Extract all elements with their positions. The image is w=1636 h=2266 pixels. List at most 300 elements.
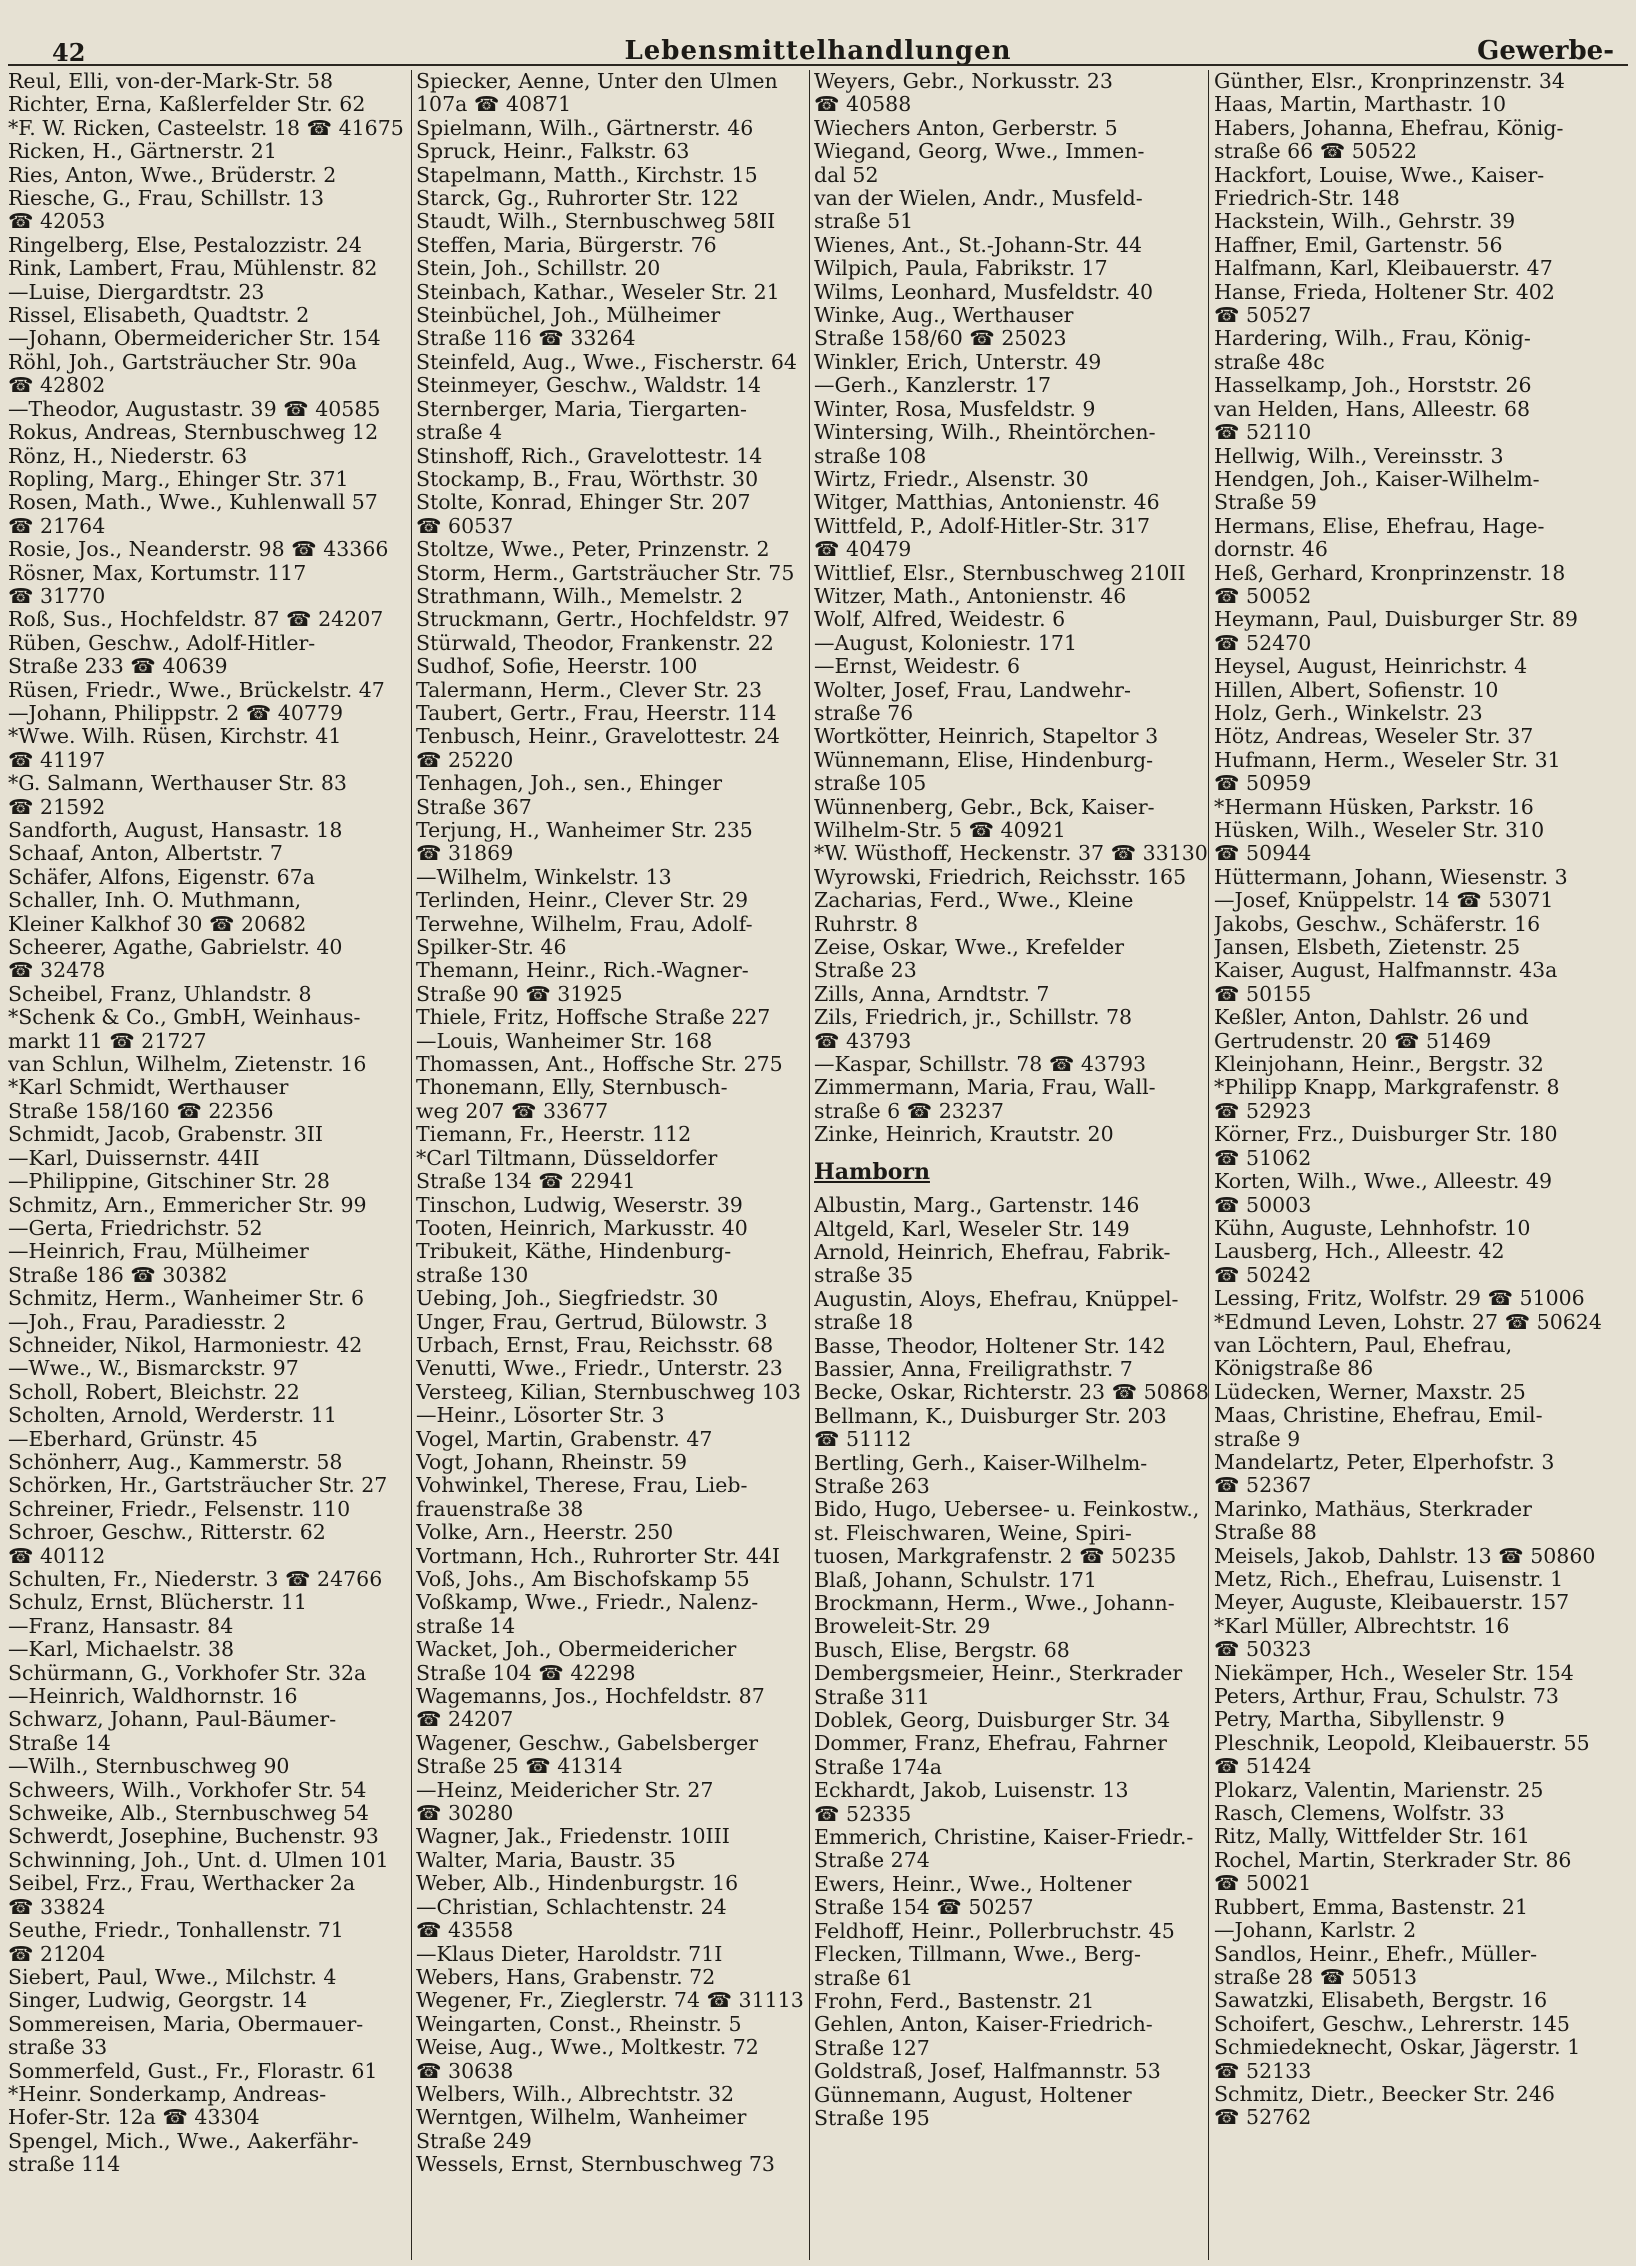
directory-entry: Sudhof, Sofie, Heerstr. 100 — [416, 654, 698, 679]
directory-entry: Schwinning, Joh., Unt. d. Ulmen 101 — [8, 1847, 389, 1872]
directory-entry: Richter, Erna, Kaßlerfelder Str. 62 — [8, 92, 366, 117]
directory-entry: Haffner, Emil, Gartenstr. 56 — [1214, 232, 1503, 257]
directory-entry: Scholl, Robert, Bleichstr. 22 — [8, 1379, 300, 1404]
directory-entry: Emmerich, Christine, Kaiser-Friedr.- — [814, 1825, 1194, 1850]
directory-entry: Terlinden, Heinr., Clever Str. 29 — [416, 888, 749, 913]
directory-entry: Schörken, Hr., Gartsträucher Str. 27 — [8, 1473, 388, 1498]
directory-entry: Terwehne, Wilhelm, Frau, Adolf- — [416, 911, 753, 936]
header-rule — [8, 64, 1628, 66]
directory-entry: Basse, Theodor, Holtener Str. 142 — [814, 1333, 1166, 1358]
directory-entry: Webers, Hans, Grabenstr. 72 — [416, 1964, 716, 1989]
directory-entry: Lausberg, Hch., Alleestr. 42 — [1214, 1239, 1505, 1264]
directory-entry: markt 11 ☎ 21727 — [8, 1028, 207, 1053]
directory-entry: Günther, Elsr., Kronprinzenstr. 34 — [1214, 70, 1565, 93]
directory-entry: Winter, Rosa, Musfeldstr. 9 — [814, 396, 1096, 421]
directory-entry: Zills, Anna, Arndtstr. 7 — [814, 981, 1050, 1006]
directory-entry: Bido, Hugo, Uebersee- u. Feinkostw., — [814, 1497, 1200, 1522]
directory-entry: straße 9 — [1214, 1426, 1301, 1451]
directory-entry: Voßkamp, Wwe., Friedr., Nalenz- — [416, 1590, 759, 1615]
directory-entry: ☎ 50021 — [1214, 1871, 1312, 1896]
directory-entry: Blaß, Johann, Schulstr. 171 — [814, 1567, 1097, 1592]
directory-entry: Scholten, Arnold, Werderstr. 11 — [8, 1403, 337, 1428]
directory-entry: ☎ 50242 — [1214, 1262, 1312, 1287]
directory-entry: ☎ 43558 — [416, 1918, 514, 1943]
directory-entry: Taubert, Gertr., Frau, Heerstr. 114 — [416, 700, 777, 725]
directory-entry: —Ernst, Weidestr. 6 — [814, 654, 1020, 679]
directory-entry: van Helden, Hans, Alleestr. 68 — [1214, 396, 1531, 421]
directory-entry: Vortmann, Hch., Ruhrorter Str. 44I — [416, 1543, 781, 1568]
directory-entry: Altgeld, Karl, Weseler Str. 149 — [814, 1216, 1130, 1241]
directory-entry: Meisels, Jakob, Dahlstr. 13 ☎ 50860 — [1214, 1543, 1596, 1568]
column-divider — [411, 70, 412, 2260]
directory-entry: *Carl Tiltmann, Düsseldorfer — [416, 1145, 718, 1170]
directory-entry: Schmidt, Jacob, Grabenstr. 3II — [8, 1122, 323, 1147]
directory-entry: Gertrudenstr. 20 ☎ 51469 — [1214, 1028, 1492, 1053]
directory-entry: Staudt, Wilh., Sternbuschweg 58II — [416, 209, 776, 234]
directory-entry: straße 130 — [416, 1262, 529, 1287]
directory-entry: Schulten, Fr., Niederstr. 3 ☎ 24766 — [8, 1567, 383, 1591]
directory-entry: *Philipp Knapp, Markgrafenstr. 8 — [1214, 1075, 1560, 1100]
directory-entry: Becke, Oskar, Richterstr. 23 ☎ 50868 — [814, 1380, 1209, 1405]
directory-entry: Wintersing, Wilh., Rheintörchen- — [814, 420, 1156, 445]
directory-entry: *Karl Schmidt, Werthauser — [8, 1075, 289, 1100]
directory-entry: Sommereisen, Maria, Obermauer- — [8, 2011, 364, 2036]
directory-entry: Rosen, Math., Wwe., Kuhlenwall 57 — [8, 490, 378, 515]
directory-entry: straße 76 — [814, 700, 914, 725]
directory-entry: Voß, Johs., Am Bischofskamp 55 — [416, 1567, 750, 1591]
directory-entry: Rasch, Clemens, Wolfstr. 33 — [1214, 1801, 1505, 1826]
directory-entry: Keßler, Anton, Dahlstr. 26 und — [1214, 1005, 1529, 1030]
directory-entry: ☎ 50527 — [1214, 303, 1312, 328]
directory-entry: —Karl, Duissernstr. 44II — [8, 1145, 260, 1170]
directory-entry: ☎ 42802 — [8, 373, 106, 398]
directory-entry: Kleiner Kalkhof 30 ☎ 20682 — [8, 911, 307, 936]
directory-entry: Niekämper, Hch., Weseler Str. 154 — [1214, 1660, 1574, 1685]
directory-entry: Straße 154 ☎ 50257 — [814, 1895, 1034, 1920]
directory-entry: Friedrich-Str. 148 — [1214, 186, 1400, 211]
directory-entry: Schmitz, Dietr., Beecker Str. 246 — [1214, 2081, 1555, 2106]
directory-entry: Schweike, Alb., Sternbuschweg 54 — [8, 1801, 369, 1826]
directory-entry: Dembergsmeier, Heinr., Sterkrader — [814, 1661, 1183, 1686]
directory-entry: ☎ 52110 — [1214, 420, 1312, 445]
directory-entry: Spruck, Heinr., Falkstr. 63 — [416, 139, 690, 164]
directory-entry: Hüsken, Wilh., Weseler Str. 310 — [1214, 818, 1545, 842]
directory-entry: Siebert, Paul, Wwe., Milchstr. 4 — [8, 1964, 337, 1989]
directory-entry: Schäfer, Alfons, Eigenstr. 67a — [8, 864, 315, 889]
directory-entry: —Philippine, Gitschiner Str. 28 — [8, 1169, 330, 1194]
directory-entry: Jakobs, Geschw., Schäferstr. 16 — [1214, 911, 1541, 936]
directory-entry: Wegener, Fr., Zieglerstr. 74 ☎ 31113 — [416, 1988, 804, 2013]
directory-entry: Wortkötter, Heinrich, Stapeltor 3 — [814, 724, 1159, 749]
directory-entry: ☎ 52923 — [1214, 1098, 1312, 1123]
directory-entry: Reul, Elli, von-der-Mark-Str. 58 — [8, 70, 334, 93]
directory-entry: van der Wielen, Andr., Musfeld- — [814, 186, 1143, 211]
directory-entry: Wittlief, Elsr., Sternbuschweg 210II — [814, 560, 1186, 585]
directory-entry: straße 33 — [8, 2035, 108, 2060]
directory-entry: straße 105 — [814, 771, 927, 796]
directory-entry: Tenhagen, Joh., sen., Ehinger — [416, 771, 723, 796]
directory-entry: st. Fleischwaren, Weine, Spiri- — [814, 1520, 1132, 1545]
page-number: 42 — [52, 38, 86, 67]
directory-entry: —Eberhard, Grünstr. 45 — [8, 1426, 258, 1451]
directory-entry: dornstr. 46 — [1214, 537, 1328, 562]
directory-entry: straße 61 — [814, 1965, 914, 1990]
directory-entry: Flecken, Tillmann, Wwe., Berg- — [814, 1942, 1141, 1967]
directory-entry: ☎ 60537 — [416, 513, 514, 538]
directory-entry: Walter, Maria, Baustr. 35 — [416, 1847, 676, 1872]
directory-entry: dal 52 — [814, 162, 879, 187]
directory-entry: ☎ 31770 — [8, 583, 106, 608]
directory-entry: Wilhelm-Str. 5 ☎ 40921 — [814, 818, 1066, 842]
directory-entry: Wolf, Alfred, Weidestr. 6 — [814, 607, 1066, 632]
directory-entry: Hendgen, Joh., Kaiser-Wilhelm- — [1214, 466, 1540, 491]
directory-entry: Thiele, Fritz, Hoffsche Straße 227 — [416, 1005, 771, 1030]
directory-entry: Straße 263 — [814, 1473, 930, 1498]
directory-entry: Spengel, Mich., Wwe., Aakerfähr- — [8, 2128, 359, 2153]
directory-entry: —Josef, Knüppelstr. 14 ☎ 53071 — [1214, 888, 1554, 913]
directory-entry: Singer, Ludwig, Georgstr. 14 — [8, 1988, 308, 2013]
directory-entry: Straße 127 — [814, 2035, 930, 2060]
directory-entry: Wessels, Ernst, Sternbuschweg 73 — [416, 2152, 775, 2177]
directory-entry: Straße 158/60 ☎ 25023 — [814, 326, 1067, 351]
directory-entry: *Schenk & Co., GmbH, Weinhaus- — [8, 1005, 361, 1030]
directory-entry: Hasselkamp, Joh., Horststr. 26 — [1214, 373, 1532, 398]
directory-entry: Straße 88 — [1214, 1520, 1317, 1545]
directory-entry: Kleinjohann, Heinr., Bergstr. 32 — [1214, 1052, 1544, 1077]
directory-entry: Straße 174a — [814, 1754, 942, 1779]
directory-entry: Heysel, August, Heinrichstr. 4 — [1214, 654, 1528, 679]
directory-entry: Tribukeit, Käthe, Hindenburg- — [416, 1239, 732, 1264]
directory-entry: Weise, Aug., Wwe., Moltkestr. 72 — [416, 2035, 759, 2060]
directory-entry: ☎ 50003 — [1214, 1192, 1312, 1217]
directory-entry: Schroer, Geschw., Ritterstr. 62 — [8, 1520, 326, 1545]
directory-entry: Röhl, Joh., Gartsträucher Str. 90a — [8, 349, 357, 374]
directory-entry: Schmitz, Herm., Wanheimer Str. 6 — [8, 1286, 364, 1311]
directory-entry: Maas, Christine, Ehefrau, Emil- — [1214, 1403, 1543, 1428]
directory-entry: Straße 23 — [814, 958, 917, 983]
directory-entry: ☎ 32478 — [8, 958, 106, 983]
directory-entry: Uebing, Joh., Siegfriedstr. 30 — [416, 1286, 719, 1311]
directory-entry: Schaaf, Anton, Albertstr. 7 — [8, 841, 283, 866]
directory-entry: *G. Salmann, Werthauser Str. 83 — [8, 771, 347, 796]
directory-entry: Tenbusch, Heinr., Gravelottestr. 24 — [416, 724, 780, 749]
directory-entry: Wiegand, Georg, Wwe., Immen- — [814, 139, 1145, 164]
directory-entry: Wünnenberg, Gebr., Bck, Kaiser- — [814, 794, 1155, 819]
directory-entry: Körner, Frz., Duisburger Str. 180 — [1214, 1122, 1558, 1147]
directory-entry: ☎ 50944 — [1214, 841, 1312, 866]
directory-entry: Petry, Martha, Sibyllenstr. 9 — [1214, 1707, 1505, 1732]
directory-entry: Pleschnik, Leopold, Kleibauerstr. 55 — [1214, 1730, 1590, 1755]
directory-entry: —Johann, Karlstr. 2 — [1214, 1918, 1417, 1943]
directory-entry: Weyers, Gebr., Norkusstr. 23 — [814, 70, 1113, 93]
directory-entry: Stinshoff, Rich., Gravelottestr. 14 — [416, 443, 763, 468]
directory-entry: Doblek, Georg, Duisburger Str. 34 — [814, 1708, 1171, 1733]
directory-entry: Augustin, Aloys, Ehefrau, Knüppel- — [814, 1286, 1179, 1311]
directory-entry: Straße 104 ☎ 42298 — [416, 1660, 636, 1685]
directory-entry: van Schlun, Wilhelm, Zietenstr. 16 — [8, 1052, 367, 1077]
directory-entry: Wilpich, Paula, Fabrikstr. 17 — [814, 256, 1108, 281]
directory-entry: Seibel, Frz., Frau, Werthacker 2a — [8, 1871, 356, 1896]
directory-entry: *W. Wüsthoff, Heckenstr. 37 ☎ 33130 — [814, 841, 1208, 866]
directory-entry: Wiechers Anton, Gerberstr. 5 — [814, 115, 1118, 140]
directory-entry: Stein, Joh., Schillstr. 20 — [416, 256, 661, 281]
directory-entry: Habers, Johanna, Ehefrau, König- — [1214, 115, 1564, 140]
directory-entry: ☎ 50155 — [1214, 981, 1312, 1006]
directory-entry: ☎ 51062 — [1214, 1145, 1312, 1170]
directory-entry: 107a ☎ 40871 — [416, 92, 572, 117]
directory-entry: Meyer, Auguste, Kleibauerstr. 157 — [1214, 1590, 1570, 1615]
directory-entry: Straße 274 — [814, 1848, 930, 1873]
directory-entry: Ropling, Marg., Ehinger Str. 371 — [8, 466, 349, 491]
directory-entry: ☎ 41197 — [8, 747, 106, 772]
directory-entry: Hillen, Albert, Sofienstr. 10 — [1214, 677, 1499, 702]
directory-entry: Schürmann, G., Vorkhofer Str. 32a — [8, 1660, 367, 1685]
directory-entry: Straße 59 — [1214, 490, 1317, 515]
directory-entry: Straße 158/160 ☎ 22356 — [8, 1098, 274, 1123]
directory-entry: Hackfort, Louise, Wwe., Kaiser- — [1214, 162, 1545, 187]
directory-entry: Königstraße 86 — [1214, 1356, 1374, 1381]
directory-entry: ☎ 24207 — [416, 1707, 514, 1732]
directory-entry: straße 66 ☎ 50522 — [1214, 139, 1417, 164]
directory-entry: Feldhoff, Heinr., Pollerbruchstr. 45 — [814, 1918, 1175, 1943]
directory-entry: *Wwe. Wilh. Rüsen, Kirchstr. 41 — [8, 724, 342, 749]
directory-entry: Frohn, Ferd., Bastenstr. 21 — [814, 1988, 1095, 2013]
directory-entry: ☎ 40588 — [814, 92, 912, 117]
directory-entry: ☎ 52133 — [1214, 2058, 1312, 2083]
directory-entry: Weber, Alb., Hindenburgstr. 16 — [416, 1871, 739, 1896]
directory-entry: Brockmann, Herm., Wwe., Johann- — [814, 1591, 1175, 1615]
directory-entry: —Johann, Obermeidericher Str. 154 — [8, 326, 381, 351]
directory-entry: Eckhardt, Jakob, Luisenstr. 13 — [814, 1778, 1129, 1803]
directory-entry: Ritz, Mally, Wittfelder Str. 161 — [1214, 1824, 1530, 1849]
directory-entry: Rissel, Elisabeth, Quadtstr. 2 — [8, 303, 310, 328]
directory-entry: Hofer-Str. 12a ☎ 43304 — [8, 2105, 260, 2130]
directory-entry: Vohwinkel, Therese, Frau, Lieb- — [416, 1473, 748, 1498]
directory-entry: Straße 116 ☎ 33264 — [416, 326, 636, 351]
directory-entry: ☎ 31869 — [416, 841, 514, 866]
directory-entry: ☎ 30638 — [416, 2058, 514, 2083]
directory-entry: Marinko, Mathäus, Sterkrader — [1214, 1496, 1532, 1521]
directory-entry: Zinke, Heinrich, Krautstr. 20 — [814, 1122, 1114, 1147]
directory-entry: Peters, Arthur, Frau, Schulstr. 73 — [1214, 1684, 1559, 1709]
directory-entry: Zeise, Oskar, Wwe., Krefelder — [814, 935, 1125, 960]
directory-entry: *Edmund Leven, Lohstr. 27 ☎ 50624 — [1214, 1309, 1602, 1334]
directory-entry: Thonemann, Elly, Sternbusch- — [416, 1075, 728, 1100]
directory-entry: Spiecker, Aenne, Unter den Ulmen — [416, 70, 778, 93]
directory-entry: Rüsen, Friedr., Wwe., Brückelstr. 47 — [8, 677, 385, 702]
directory-entry: Straße 90 ☎ 31925 — [416, 981, 623, 1006]
directory-entry: Busch, Elise, Bergstr. 68 — [814, 1637, 1070, 1662]
directory-entry: Rubbert, Emma, Bastenstr. 21 — [1214, 1894, 1528, 1919]
directory-entry: Weingarten, Const., Rheinstr. 5 — [416, 2011, 742, 2036]
directory-entry: —Gerh., Kanzlerstr. 17 — [814, 373, 1052, 398]
directory-entry: —Wilh., Sternbuschweg 90 — [8, 1754, 290, 1779]
directory-entry: Venutti, Wwe., Friedr., Unterstr. 23 — [416, 1356, 783, 1381]
directory-entry: Volke, Arn., Heerstr. 250 — [416, 1520, 674, 1545]
directory-entry: ☎ 21204 — [8, 1941, 106, 1966]
directory-entry: —Luise, Diergardtstr. 23 — [8, 279, 265, 304]
directory-entry: Hufmann, Herm., Weseler Str. 31 — [1214, 747, 1561, 772]
directory-entry: Straße 311 — [814, 1684, 930, 1709]
directory-entry: Unger, Frau, Gertrud, Bülowstr. 3 — [416, 1309, 768, 1334]
directory-entry: Heß, Gerhard, Kronprinzenstr. 18 — [1214, 560, 1566, 585]
directory-entry: ☎ 52335 — [814, 1801, 912, 1826]
directory-entry: Stolte, Konrad, Ehinger Str. 207 — [416, 490, 751, 515]
directory-entry: ☎ 42053 — [8, 209, 106, 234]
directory-entry: Dommer, Franz, Ehefrau, Fahrner — [814, 1731, 1167, 1756]
directory-entry: Scheerer, Agathe, Gabrielstr. 40 — [8, 935, 343, 960]
directory-entry: Tooten, Heinrich, Markusstr. 40 — [416, 1215, 748, 1240]
directory-entry: Wacket, Joh., Obermeidericher — [416, 1637, 737, 1662]
directory-entry: ☎ 52762 — [1214, 2105, 1312, 2130]
directory-entry: Wünnemann, Elise, Hindenburg- — [814, 747, 1154, 772]
directory-entry: ☎ 40112 — [8, 1543, 106, 1568]
directory-entry: Holz, Gerh., Winkelstr. 23 — [1214, 700, 1483, 725]
directory-entry: Hötz, Andreas, Weseler Str. 37 — [1214, 724, 1534, 749]
directory-entry: Wirtz, Friedr., Alsenstr. 30 — [814, 466, 1089, 491]
directory-entry: Lessing, Fritz, Wolfstr. 29 ☎ 51006 — [1214, 1286, 1585, 1311]
directory-entry: Zacharias, Ferd., Wwe., Kleine — [814, 888, 1134, 913]
directory-entry: Stockamp, B., Frau, Wörthstr. 30 — [416, 466, 759, 491]
directory-entry: Straße 233 ☎ 40639 — [8, 654, 228, 679]
directory-entry: straße 28 ☎ 50513 — [1214, 1964, 1417, 1989]
directory-entry: Halfmann, Karl, Kleibauerstr. 47 — [1214, 256, 1553, 281]
directory-entry: Steinfeld, Aug., Wwe., Fischerstr. 64 — [416, 349, 797, 374]
directory-entry: Thomassen, Ant., Hoffsche Str. 275 — [416, 1052, 783, 1077]
directory-entry: Rink, Lambert, Frau, Mühlenstr. 82 — [8, 256, 378, 281]
directory-entry: Zimmermann, Maria, Frau, Wall- — [814, 1075, 1156, 1100]
directory-entry: Witger, Matthias, Antonienstr. 46 — [814, 490, 1160, 515]
directory-entry: Rüben, Geschw., Adolf-Hitler- — [8, 630, 316, 655]
directory-entry: straße 4 — [416, 420, 503, 445]
directory-entry: Wienes, Ant., St.-Johann-Str. 44 — [814, 232, 1143, 257]
directory-entry: Broweleit-Str. 29 — [814, 1614, 991, 1639]
directory-entry: Straße 134 ☎ 22941 — [416, 1169, 636, 1194]
directory-entry: —Kaspar, Schillstr. 78 ☎ 43793 — [814, 1052, 1147, 1077]
directory-entry: ☎ 40479 — [814, 537, 912, 562]
directory-entry: Steinmeyer, Geschw., Waldstr. 14 — [416, 373, 762, 398]
directory-entry: Schmitz, Arn., Emmericher Str. 99 — [8, 1192, 367, 1217]
directory-entry: straße 14 — [416, 1613, 516, 1638]
column-divider — [809, 70, 810, 2260]
directory-entry: ☎ 33824 — [8, 1894, 106, 1919]
directory-entry: Günnemann, August, Holtener — [814, 2082, 1132, 2107]
directory-entry: Haas, Martin, Marthastr. 10 — [1214, 92, 1507, 117]
directory-entry: ☎ 30280 — [416, 1801, 514, 1826]
directory-entry: Winke, Aug., Werthauser — [814, 303, 1074, 328]
directory-entry: —Wwe., W., Bismarckstr. 97 — [8, 1356, 299, 1381]
directory-entry: Rokus, Andreas, Sternbuschweg 12 — [8, 420, 379, 445]
directory-entry: Schoifert, Geschw., Lehrerstr. 145 — [1214, 2011, 1570, 2036]
directory-entry: Talermann, Herm., Clever Str. 23 — [416, 677, 763, 702]
directory-entry: tuosen, Markgrafenstr. 2 ☎ 50235 — [814, 1544, 1177, 1569]
directory-entry: Straße 195 — [814, 2105, 930, 2130]
directory-entry: straße 114 — [8, 2152, 121, 2177]
column-1 — [8, 70, 404, 2260]
directory-entry: Ewers, Heinr., Wwe., Holtener — [814, 1871, 1132, 1896]
directory-entry: Starck, Gg., Ruhrorter Str. 122 — [416, 186, 739, 211]
directory-entry: Rösner, Max, Kortumstr. 117 — [8, 560, 307, 585]
directory-entry: Rochel, Martin, Sterkrader Str. 86 — [1214, 1847, 1572, 1872]
directory-entry: *Karl Müller, Albrechtstr. 16 — [1214, 1613, 1510, 1638]
directory-entry: Spilker-Str. 46 — [416, 935, 567, 960]
directory-entry: ☎ 52470 — [1214, 630, 1312, 655]
directory-entry: Sommerfeld, Gust., Fr., Florastr. 61 — [8, 2058, 378, 2083]
directory-entry: Schwerdt, Josephine, Buchenstr. 93 — [8, 1824, 379, 1849]
directory-entry: Ricken, H., Gärtnerstr. 21 — [8, 139, 277, 164]
directory-entry: ☎ 50052 — [1214, 583, 1312, 608]
directory-entry: straße 48c — [1214, 349, 1325, 374]
directory-entry: Mandelartz, Peter, Elperhofstr. 3 — [1214, 1449, 1555, 1474]
directory-entry: ☎ 52367 — [1214, 1473, 1312, 1498]
directory-entry: Schreiner, Friedr., Felsenstr. 110 — [8, 1496, 351, 1521]
directory-entry: Schönherr, Aug., Kammerstr. 58 — [8, 1449, 343, 1474]
directory-entry: Schaller, Inh. O. Muthmann, — [8, 888, 302, 913]
directory-entry: Sandlos, Heinr., Ehefr., Müller- — [1214, 1941, 1538, 1966]
directory-entry: —Heinrich, Frau, Mülheimer — [8, 1239, 309, 1264]
directory-entry: Riesche, G., Frau, Schillstr. 13 — [8, 186, 324, 211]
directory-entry: Steinbüchel, Joh., Mülheimer — [416, 303, 721, 328]
directory-entry: Seuthe, Friedr., Tonhallenstr. 71 — [8, 1918, 344, 1943]
directory-entry: —August, Koloniestr. 171 — [814, 630, 1077, 655]
directory-entry: —Klaus Dieter, Haroldstr. 71I — [416, 1941, 723, 1966]
directory-entry: Lüdecken, Werner, Maxstr. 25 — [1214, 1379, 1526, 1404]
directory-entry: Straße 25 ☎ 41314 — [416, 1754, 623, 1779]
directory-entry: —Heinrich, Waldhornstr. 16 — [8, 1684, 298, 1709]
directory-entry: Struckmann, Gertr., Hochfeldstr. 97 — [416, 607, 790, 632]
directory-entry: Gehlen, Anton, Kaiser-Friedrich- — [814, 2012, 1153, 2037]
directory-entry: ☎ 25220 — [416, 747, 514, 772]
directory-entry: Straße 367 — [416, 794, 532, 819]
directory-entry: Rosie, Jos., Neanderstr. 98 ☎ 43366 — [8, 537, 389, 562]
directory-entry: —Joh., Frau, Paradiesstr. 2 — [8, 1309, 287, 1334]
directory-entry: straße 18 — [814, 1310, 914, 1335]
section-heading: Hamborn — [814, 1158, 930, 1185]
directory-entry: ☎ 50323 — [1214, 1637, 1312, 1662]
directory-entry: Wagener, Geschw., Gabelsberger — [416, 1730, 759, 1755]
directory-entry: —Gerta, Friedrichstr. 52 — [8, 1215, 263, 1240]
directory-entry: —Johann, Philippstr. 2 ☎ 40779 — [8, 700, 343, 725]
directory-entry: Wolter, Josef, Frau, Landwehr- — [814, 677, 1131, 702]
directory-entry: Hüttermann, Johann, Wiesenstr. 3 — [1214, 864, 1568, 889]
directory-entry: Wilms, Leonhard, Musfeldstr. 40 — [814, 279, 1154, 304]
directory-entry: straße 35 — [814, 1263, 914, 1288]
directory-entry: *Heinr. Sonderkamp, Andreas- — [8, 2081, 327, 2106]
directory-entry: Wittfeld, P., Adolf-Hitler-Str. 317 — [814, 513, 1151, 538]
directory-entry: Storm, Herm., Gartsträucher Str. 75 — [416, 560, 795, 585]
directory-entry: Witzer, Math., Antonienstr. 46 — [814, 583, 1127, 608]
directory-entry: ☎ 50959 — [1214, 771, 1312, 796]
directory-entry: Sandforth, August, Hansastr. 18 — [8, 818, 343, 842]
directory-entry: straße 51 — [814, 209, 914, 234]
directory-entry: Stoltze, Wwe., Peter, Prinzenstr. 2 — [416, 537, 770, 562]
directory-entry: Kühn, Auguste, Lehnhofstr. 10 — [1214, 1215, 1531, 1240]
directory-entry: Terjung, H., Wanheimer Str. 235 — [416, 818, 753, 842]
directory-entry: Rönz, H., Niederstr. 63 — [8, 443, 248, 468]
directory-entry: Metz, Rich., Ehefrau, Luisenstr. 1 — [1214, 1567, 1564, 1591]
directory-entry: ☎ 21592 — [8, 794, 106, 819]
directory-entry: —Karl, Michaelstr. 38 — [8, 1637, 234, 1662]
directory-entry: Schulz, Ernst, Blücherstr. 11 — [8, 1590, 307, 1615]
directory-entry: Kaiser, August, Halfmannstr. 43a — [1214, 958, 1558, 983]
directory-entry: —Christian, Schlachtenstr. 24 — [416, 1894, 727, 1919]
directory-entry: Sawatzki, Elisabeth, Bergstr. 16 — [1214, 1988, 1548, 2013]
directory-entry: Werntgen, Wilhelm, Wanheimer — [416, 2105, 747, 2130]
directory-entry: —Wilhelm, Winkelstr. 13 — [416, 864, 672, 889]
directory-entry: Hackstein, Wilh., Gehrstr. 39 — [1214, 209, 1516, 234]
directory-entry: ☎ 51112 — [814, 1427, 912, 1452]
directory-entry: Roß, Sus., Hochfeldstr. 87 ☎ 24207 — [8, 607, 384, 632]
